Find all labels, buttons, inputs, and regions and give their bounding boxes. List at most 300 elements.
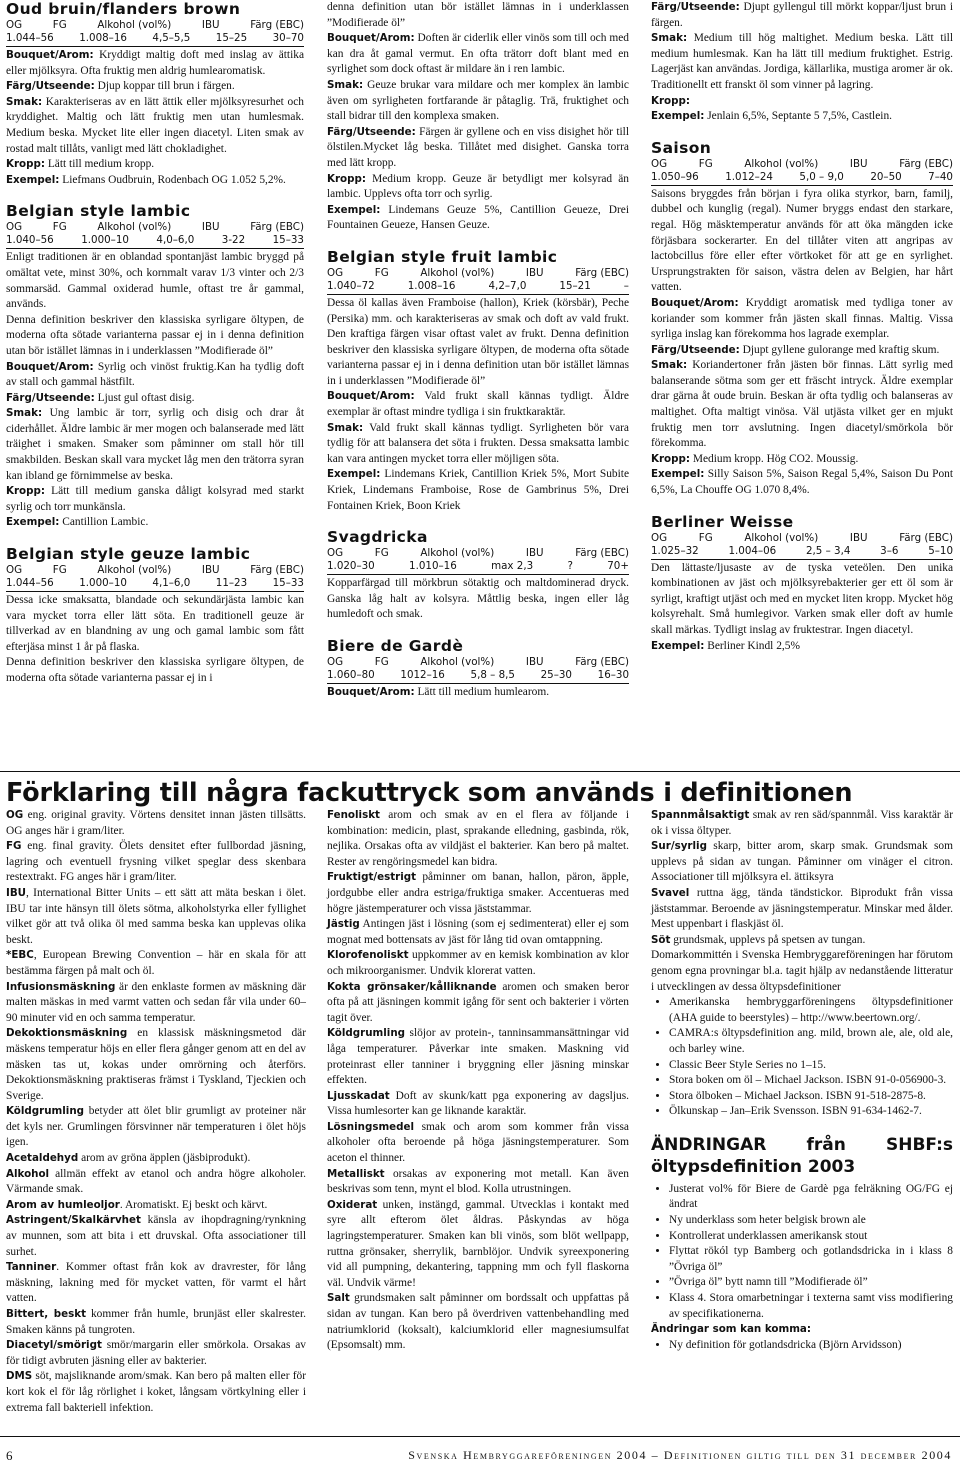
- term-label: Astringent/Skalkärvhet: [6, 1214, 141, 1227]
- section-divider: [0, 771, 960, 772]
- paragraph: [6, 1338, 306, 1369]
- term-label: Smak:: [651, 359, 688, 372]
- term-text: , International Bitter Units – ett sätt att mäta beskan i ölet. IBU tar inte hänsyn till ölets sötma, alkoholstyrka eller fyllighet vilket gör att två olika öl med samma beska kan upplevas olika beskt.: [6, 886, 306, 946]
- term-text: Vald frukt skall kännas tydligt. Äldre exemplar är oftast mindre tydliga i sin fruktkaraktär.: [327, 390, 629, 419]
- reference-list: [651, 995, 953, 1120]
- term-text: Kryddigt maltig doft med inslag av ättika eller mjölksyra. Ofta fruktig men aldrig humlearomatisk.: [6, 49, 304, 77]
- term-label: Kokta grönsaker/kålliknande: [327, 980, 497, 993]
- spec-headers: [6, 221, 304, 234]
- term-label: Smak:: [6, 95, 43, 108]
- spec-values: [327, 280, 629, 295]
- header-ibu: IBU: [849, 531, 868, 544]
- paragraph: [651, 0, 953, 31]
- term-label: Färg/Utseende:: [651, 1, 740, 13]
- header-og: OG: [6, 19, 23, 31]
- paragraph: [6, 48, 304, 79]
- value-alcohol: 4,0–6,0: [156, 234, 195, 247]
- spec-headers: [651, 532, 953, 545]
- paragraph: [6, 157, 304, 173]
- paragraph: [6, 1198, 306, 1214]
- paragraph: [6, 1167, 306, 1198]
- header-og: OG: [6, 221, 23, 234]
- change-item: • Ny underklass som heter belgisk brown ale: [669, 1213, 953, 1229]
- header-fg: FG: [698, 157, 713, 170]
- header-og: OG: [6, 564, 23, 577]
- style-description: [6, 250, 304, 531]
- term-label: Oxiderat: [327, 1198, 378, 1211]
- change-item: • Justerat vol% för Biere de Gardè pga felräkning OG/FG ej ändrat: [669, 1182, 953, 1213]
- term-label: Jästig: [327, 918, 360, 931]
- term-text: Lindemans Kriek, Cantillion Kriek 5%, Mort Subite Kriek, Lindemans Framboise, Rose de Gambrinus 5%, Drei Fontainen Kriek, Boon Kriek: [327, 468, 629, 512]
- footer-text: Svenska Hembryggareföreningen 2004 – Definitionen giltig till den 31 december 2004: [408, 1448, 952, 1462]
- changes-list: [651, 1182, 953, 1322]
- value-ibu: ?: [567, 560, 573, 573]
- term-label: Exempel:: [651, 639, 705, 652]
- value-alcohol: 2,5 – 3,4: [805, 544, 851, 557]
- column-3: [651, 0, 953, 654]
- value-og: 1.050–96: [651, 170, 699, 183]
- header-color: Färg (EBC): [250, 564, 304, 577]
- term-text: smak och arom som kommer från vissa alkoholer ofta beroende på höga jäsningstemperaturer. Som aceton el thinner.: [327, 1120, 629, 1165]
- term-text: Lindemans Geuze 5%, Cantillion Geueze, Drei Fountainen Geueze, Hansen Geuze.: [327, 203, 629, 232]
- term-text: , European Brewing Convention – här en skala för att bestämma färgen på malt och öl.: [6, 949, 306, 977]
- term-text: arom och smak av en el flera av följande i kombination: medicin, plast, sprakande elledning, gasbinda, rök, nejlika. Orsakas ofta av vildjäst el bakterier. Kan bero på maltet. Rester av rengöringsmedel kan bidra.: [327, 809, 629, 868]
- term-label: Bouquet/Arom:: [651, 296, 739, 309]
- header-color: Färg (EBC): [899, 531, 953, 544]
- term-text: Saisons bryggdes från början i fyra olika styrkor, barn, familj, dubbel och kunglig (regal). Numer bryggs endast den starkare, regal. Hög mäsktemperatur används för att öka mängden icke förjäsbara sockerarter. En del tillåter viten att angripas av lactobcillus före eller efter vörtkoket för att ge en syrlighet. Ursprungstrakten för saison, västra delen av Belgien, har hårt vatten.: [651, 187, 953, 294]
- spec-values: [6, 577, 304, 592]
- paragraph: [651, 94, 953, 110]
- spec-values: [327, 560, 629, 575]
- term-text: grundsmak, upplevs på spetsen av tungan.: [670, 933, 866, 946]
- term-text: eng. final gravity. Ölets densitet efter fullbordad jäsning, lagring och eventuell frysning vilket speglar dess skenbara restextrakt. FG anges här i gram/liter.: [6, 840, 306, 884]
- term-label: Arom av humleoljor: [6, 1198, 120, 1211]
- term-text: skarp, bitter arom, skarp smak. Grundsmak som upplevs på sidan av tungan. Påminner om vinäger el citron. Associationer till mjölksyra el. ättiksyra: [651, 840, 953, 884]
- term-label: Exempel:: [327, 203, 381, 216]
- paragraph: [6, 1260, 306, 1307]
- term-label: Bittert, beskt: [6, 1308, 87, 1320]
- paragraph: [6, 948, 306, 979]
- header-ibu: IBU: [525, 656, 544, 668]
- term-text: Koriandertoner från jästen bör finnas. Lätt syrlig med balanserande sötma som ger ett fräscht intryck. Äldre exemplar drar gärna åt oude bruin. Beskan är ofta tydlig och balanseras av maltighet. Ofta maltigt vinösa. Väl utjästa vilket ger en mjukt fruktig men torr avslutning. Ingen diacetyl/smörkola bör förekomma.: [651, 359, 953, 450]
- glossary-column-3: [651, 808, 953, 1353]
- paragraph: [327, 1198, 629, 1292]
- glossary-column-1: [6, 808, 306, 1416]
- header-color: Färg (EBC): [250, 221, 304, 234]
- style-description: [327, 296, 629, 514]
- term-label: DMS: [6, 1370, 33, 1383]
- paragraph: [6, 839, 306, 886]
- paragraph: [6, 515, 304, 531]
- term-label: Exempel:: [6, 516, 60, 529]
- value-alcohol: 5,0 – 9,0: [799, 170, 844, 183]
- value-alcohol: 4,1–6,0: [152, 577, 191, 590]
- header-og: OG: [651, 157, 668, 170]
- term-label: Metalliskt: [327, 1167, 385, 1180]
- term-text: Cantillion Lambic.: [59, 516, 149, 529]
- term-label: Kropp:: [6, 158, 45, 171]
- header-color: Färg (EBC): [575, 656, 629, 668]
- term-label: Dekoktionsmäskning: [6, 1027, 128, 1040]
- term-label: Infusionsmäskning: [6, 980, 116, 993]
- paragraph: [6, 808, 306, 839]
- term-label: Spannmålsaktigt: [651, 809, 750, 821]
- term-text: Jenlain 6,5%, Septante 5 7,5%, Castlein.: [704, 110, 892, 123]
- term-label: Diacetyl/smörigt: [6, 1339, 102, 1352]
- paragraph: [651, 452, 953, 468]
- header-ibu: IBU: [201, 221, 220, 234]
- term-text: arom av gröna äpplen (jäsbiprodukt).: [78, 1152, 251, 1165]
- term-label: Bouquet/Arom:: [327, 686, 415, 698]
- term-text: ruttna ägg, tända tändstickor. Biprodukt från vissa jäststammar. Beroende av jäsningstemperatur. Minskar med ålder. Mest uppenbart i flaskjäst öl.: [651, 886, 953, 931]
- term-text: unken, instängd, gammal. Utvecklas i kontakt med syre allt efterom ölet åldras. Påskyndas av höga lagringstemperaturer. Smaken kan bli vinös, som blöt wellpapp, ruttna grönsaker, sherrylik, barnblöjor. Undvik syreexponering vid all pumpning, dekantering, tappning mm och fyll flaskorna väl. Undvik värme!: [327, 1198, 629, 1289]
- term-label: Klorofenoliskt: [327, 949, 409, 962]
- header-og: OG: [651, 531, 668, 544]
- paragraph: [651, 808, 953, 839]
- term-text: Ung lambic är torr, syrlig och disig och drar åt ciderhållet. Äldre lambic är mer mogen och balanserade med lätt träighet i smaken. Smaker som påminner om stall hör till smakbilden. Beskan skall vara mycket låg men den trätorra syran kan ibland ge förnimmelse av beska.: [6, 407, 304, 482]
- term-text: denna definition utan bör istället lämnas in i underklassen ”Modifierade öl”: [327, 1, 629, 29]
- term-label: Kropp:: [6, 485, 45, 498]
- header-ibu: IBU: [849, 157, 868, 170]
- term-text: grundsmaken salt påminner om bordssalt och uppfattas på sidan av tungan. Kan bero på överdriven vattenbehandling med natriumklorid (koksalt), kalciumklorid eller magnesiumsulfat (Epsomsalt) mm.: [327, 1292, 629, 1352]
- term-label: Smak:: [327, 78, 364, 91]
- header-alcohol: Alkohol (vol%): [420, 266, 495, 279]
- spec-values: [327, 669, 629, 684]
- term-text: Lätt till medium humlearom.: [414, 686, 550, 698]
- term-label: Exempel:: [6, 173, 60, 186]
- header-alcohol: Alkohol (vol%): [420, 547, 495, 560]
- term-text: allmän effekt av etanol och andra högre alkoholer. Värmande smak.: [6, 1167, 306, 1196]
- style-description: [651, 561, 953, 655]
- term-text: orsakas av exponering mot metall. Kan även beskrivas som tenn, mynt el blod. Kolla utrustningen.: [327, 1167, 629, 1196]
- term-label: Färg/Utseende:: [327, 125, 416, 138]
- glossary-entries: [651, 808, 953, 995]
- header-color: Färg (EBC): [899, 157, 953, 170]
- style-title-lambic: Belgian style lambic: [6, 202, 191, 221]
- spec-headers: [327, 547, 629, 560]
- future-changes-title: Ändringar som kan komma:: [651, 1323, 811, 1336]
- term-label: Färg/Utseende:: [6, 80, 95, 93]
- term-label: Exempel:: [651, 110, 705, 123]
- paragraph: [327, 125, 629, 172]
- paragraph: [6, 1151, 306, 1167]
- style-title-berliner-weisse: Berliner Weisse: [651, 512, 794, 531]
- term-text: Den lättaste/ljusaste av de tyska veteölen. Den unika kombinationen av jäst och mjölksyrebakterier ger ett öl som är syrligt, kraftigt utjäst och med en mycket liten kropp. Mycket hög kolsyrehalt. Små humlegivor. Varken smak eller doft av humle skall märkas. Tydligt inslag av fruktestrar. Ingen diacetyl.: [651, 561, 953, 636]
- header-alcohol: Alkohol (vol%): [420, 656, 495, 668]
- style-description: [6, 48, 304, 188]
- paragraph: [327, 685, 629, 701]
- header-fg: FG: [374, 547, 389, 560]
- term-label: Svavel: [651, 886, 690, 899]
- value-alcohol: 4,5–5,5: [152, 32, 191, 44]
- term-text: Lätt till medium ganska dåligt kolsyrad med starkt syrlig och torr munkänsla.: [6, 485, 304, 513]
- term-label: Köldgrumling: [6, 1105, 85, 1118]
- header-fg: FG: [698, 531, 713, 544]
- term-label: Alkohol: [6, 1167, 50, 1180]
- term-text: smak av ren säd/spannmål. Viss karaktär är ok i vissa öltyper.: [651, 809, 953, 837]
- term-label: Fruktigt/estrigt: [327, 871, 417, 884]
- paragraph: [6, 1104, 306, 1151]
- term-label: FG: [6, 840, 22, 853]
- paragraph: [651, 109, 953, 125]
- term-text: kommer från humle, brunjäst eller skalrester. Smaken känns på tungroten.: [6, 1308, 306, 1336]
- term-text: uppkommer av en kemisk kombination av klor och mikroorganismer. Undvik klorerat vatten.: [327, 949, 629, 977]
- term-label: Smak:: [327, 421, 364, 434]
- style-description: [327, 576, 629, 623]
- header-ibu: IBU: [201, 19, 220, 31]
- value-ibu: 15–25: [215, 32, 248, 44]
- paragraph: [6, 250, 304, 312]
- term-text: Denna definition beskriver den klassiska syrligare öltypen, de moderna ofta sötade varianterna passar ej in i denna definition utan bör istället lämnas in i underklassen ”Modifierade öl”: [6, 313, 304, 357]
- value-og: 1.040–72: [327, 279, 375, 292]
- paragraph: [6, 1369, 306, 1416]
- term-text: . Kommer oftast från kok av dravrester, för lång mäskning, lakning med för mycket vatten, för varmt el hårt vatten.: [6, 1261, 306, 1305]
- value-alcohol: 4,2–7,0: [488, 279, 527, 292]
- paragraph: [651, 467, 953, 498]
- term-label: Bouquet/Arom:: [6, 360, 94, 373]
- term-text: söt, majsliknande arom/smak. Kan bero på malten eller för kort kok el för låg rörlighet i koket, långsam vörtkylning eller i extrema fall bakteriell infektion.: [6, 1370, 306, 1414]
- value-ibu: 25–30: [540, 669, 572, 681]
- style-title-biere-de-garde: Biere de Gardè: [327, 637, 464, 655]
- term-text: Karakteriseras av en lätt ättik eller mjölksyresurhet och kryddighet. Maltig och lätt fruktig men utan humlesmak. Medium beska. Mycket lite eller ingen diacetyl. Liten smak av rostad malt tillåts, vanligt med lätt chokladighet.: [6, 95, 304, 155]
- term-text: Liefmans Oudbruin, Rodenbach OG 1.052 5,2%.: [59, 173, 286, 186]
- header-color: Färg (EBC): [575, 266, 629, 279]
- paragraph: [327, 172, 629, 203]
- value-color: 7–40: [928, 170, 953, 183]
- paragraph: [327, 296, 629, 390]
- paragraph: [6, 886, 306, 948]
- header-fg: FG: [52, 19, 67, 31]
- paragraph: [651, 296, 953, 343]
- term-text: Färgen är gyllene och en viss disighet hör till ölstilen.Mycket låg beska. Tillåtet med disighet. Ganska torra med lätt kropp.: [327, 125, 629, 169]
- value-fg: 1.012–24: [725, 170, 773, 183]
- term-text: Lätt till medium kropp.: [45, 158, 155, 171]
- term-text: Djupt gyllene gulorange med kraftig skum.: [739, 343, 940, 356]
- header-alcohol: Alkohol (vol%): [97, 564, 172, 577]
- term-label: Sur/syrlig: [651, 840, 707, 853]
- reference-item: • CAMRA:s öltypsdefinition ang. mild, brown ale, ale, old ale, och barley wine.: [669, 1026, 953, 1057]
- spec-headers: [6, 19, 304, 32]
- glossary-title: Förklaring till några fackuttryck som används i definitionen: [6, 778, 853, 808]
- paragraph: [327, 980, 629, 1027]
- paragraph: [327, 917, 629, 948]
- term-text: slöjor av protein-, tanninsammansättningar vid låga temperaturer. Påverkar inte smaken. Maskning vid proteinrast eller tanniner i bryggning eller jäsning minskar effekten.: [327, 1027, 629, 1087]
- term-text: betyder att ölet blir grumligt av proteiner när det kyls ner. Grumlingen försvinner när temperaturen i ölet höjs igen.: [6, 1105, 306, 1149]
- style-description: [651, 187, 953, 499]
- term-text: Denna definition beskriver den klassiska syrligare öltypen, de moderna ofta sötade varianterna passar ej in i: [6, 656, 304, 684]
- term-text: Dessa öl kallas även Framboise (hallon), Kriek (körsbär), Peche (Persika) mm. och karakteriseras av smak och doft av vald frukt. Den kraftiga färgen visar oftast valet av frukt. Denna definition beskriver den klassiska syrligare öltypen, de moderna ofta sötade varianterna passar ej in i denna definition utan bör istället lämnas in i underklassen ”Modifierade öl”: [327, 296, 629, 387]
- value-og: 1.044–56: [6, 32, 54, 44]
- paragraph: [6, 391, 304, 407]
- term-text: Enligt traditionen är en oblandad spontanjäst lambic bryggd på omältat vete, minst 30%, och kornmalt varav 1/3 vinter och 2/3 sommarsäd. Gammal oxiderad humle, oftast tre år gammal, används.: [6, 251, 304, 311]
- paragraph: [651, 31, 953, 93]
- term-label: Tanniner: [6, 1261, 57, 1274]
- term-text: Domarkommittén i Svenska Hembryggareföreningen har förutom genom egna provningar bl.a. tagit hjälp av nedanstående litteratur i utvecklingen av dessa öltypsdefinitioner: [651, 949, 953, 993]
- footer-divider: [0, 1436, 960, 1437]
- header-alcohol: Alkohol (vol%): [744, 531, 819, 544]
- term-label: Bouquet/Arom:: [327, 32, 415, 45]
- paragraph: [327, 467, 629, 514]
- term-text: Doften är ciderlik eller vinös som till och med kan dra åt gamal vermut. En ofta trätorr doft blant med en syrlighet som dock oftast är mildare än i ren lambic.: [327, 32, 629, 76]
- style-title-fruit-lambic: Belgian style fruit lambic: [327, 247, 558, 266]
- term-text: Vald frukt skall kännas tydligt. Syrligheten bör vara tydlig för att balansera det söta i frukten. Dessa smaksatta lambic kan vara antingen mycket torra eller möjligen söta.: [327, 421, 629, 465]
- header-fg: FG: [52, 221, 67, 234]
- term-label: Bouquet/Arom:: [6, 49, 94, 61]
- paragraph: [6, 1307, 306, 1338]
- paragraph: [651, 948, 953, 995]
- term-label: Färg/Utseende:: [6, 391, 95, 404]
- style-title-geuze: Belgian style geuze lambic: [6, 545, 251, 564]
- header-fg: FG: [374, 266, 389, 279]
- value-ibu: 11–23: [215, 577, 248, 590]
- term-label: Kropp:: [651, 94, 690, 107]
- paragraph: [6, 1026, 306, 1104]
- value-color: 16–30: [597, 669, 629, 681]
- header-fg: FG: [52, 564, 67, 577]
- paragraph: [6, 484, 304, 515]
- style-description: [327, 685, 629, 701]
- term-text: Geuze brukar vara mildare och mer komplex än lambic även om syrligheten fortfarande är påtaglig. Trä, fruktighet och stall bidrar till den komplexa smaken.: [327, 78, 629, 123]
- value-fg: 1.000–10: [81, 234, 129, 247]
- reference-item: • Stora ölboken – Michael Jackson. ISBN 91-518-2875-8.: [669, 1089, 953, 1105]
- paragraph: [327, 421, 629, 468]
- paragraph: [6, 655, 304, 686]
- reference-item: • Stora boken om öl – Michael Jackson. ISBN 91-0-056900-3.: [669, 1073, 953, 1089]
- term-text: Syrlig och vinöst fruktig.Kan ha tydlig doft av stall och gammal hästfilt.: [6, 360, 304, 389]
- paragraph: [327, 78, 629, 125]
- glossary-entries: [6, 808, 306, 1416]
- value-og: 1.060–80: [327, 669, 375, 681]
- paragraph: [6, 1213, 306, 1260]
- term-label: Fenoliskt: [327, 809, 380, 821]
- header-alcohol: Alkohol (vol%): [97, 221, 172, 234]
- paragraph: [651, 933, 953, 949]
- term-text: eng. original gravity. Vörtens densitet innan jästen tillsätts. OG anges här i gram/liter.: [6, 809, 306, 837]
- paragraph: [651, 639, 953, 655]
- spec-values: [651, 171, 953, 186]
- term-label: IBU: [6, 886, 27, 899]
- future-changes-list: [651, 1338, 953, 1354]
- paragraph: [327, 948, 629, 979]
- reference-item: • Classic Beer Style Series no 1–15.: [669, 1058, 953, 1074]
- paragraph: [651, 187, 953, 296]
- term-text: Antingen jäst i lösning (som ej sedimenterat) eller ej som mognat med bottensats av jäst för lång tid ovan omtappning.: [327, 918, 629, 946]
- term-text: Kopparfärgad till mörkbrun sötaktig och maltdominerad dryck. Ganska låg halt av kolsyra. Måttlig beska, ingen eller låg humledoft och smak.: [327, 577, 629, 621]
- value-color: 15–33: [272, 577, 304, 590]
- paragraph: [327, 576, 629, 623]
- spec-values: [6, 234, 304, 249]
- header-og: OG: [327, 547, 344, 560]
- term-label: Kropp:: [651, 452, 690, 465]
- paragraph: [6, 95, 304, 157]
- paragraph: [327, 870, 629, 917]
- column-2: [327, 0, 629, 701]
- value-color: 70+: [607, 560, 629, 573]
- value-fg: 1.000–10: [79, 577, 127, 590]
- paragraph: [6, 360, 304, 391]
- paragraph: [327, 389, 629, 420]
- term-text: Djup koppar till brun i färgen.: [94, 80, 235, 93]
- value-color: 15–33: [272, 234, 304, 247]
- future-change-item: • Ny definition för gotlandsdricka (Björn Arvidsson): [669, 1338, 953, 1354]
- term-text: Berliner Kindl 2,5%: [704, 639, 800, 652]
- term-text: aromen och smaken beror ofta på att jäsningen kommit igång för sent och bakterier i vörten tagit över.: [327, 980, 629, 1024]
- term-text: en klassisk mäskningsmetod där mäskens temperatur höjs en eller flera gånger genom att en del av mäsken tas ut, kokas under omrörning och återförs. Dekoktionsmäskning praktiseras främst i Tyskland, Tjeckien och Sverige.: [6, 1027, 306, 1102]
- spec-values: [6, 32, 304, 47]
- value-og: 1.044–56: [6, 577, 54, 590]
- header-fg: FG: [374, 656, 389, 668]
- term-text: Ljust gul oftast disig.: [94, 391, 195, 404]
- paragraph: [327, 808, 629, 870]
- header-ibu: IBU: [525, 266, 544, 279]
- term-label: Exempel:: [327, 468, 381, 481]
- value-color: 30–70: [272, 32, 304, 44]
- paragraph: [327, 1120, 629, 1167]
- spec-headers: [6, 564, 304, 577]
- term-text: påminner om banan, hallon, päron, äpple, jordgubbe eller andra estriga/fruktiga smaker. Accentueras med högre jästemperaturer och vissa jäststammar.: [327, 871, 629, 915]
- term-text: Djupt gyllengul till mörkt koppar/ljust brun i färgen.: [651, 1, 953, 29]
- spec-headers: [651, 158, 953, 171]
- header-color: Färg (EBC): [575, 547, 629, 560]
- glossary-entries: [327, 808, 629, 1354]
- style-title-saison: Saison: [651, 138, 712, 157]
- value-ibu: 3–6: [880, 544, 899, 557]
- term-text: Dessa icke smaksatta, blandade och sekundärjästa lambic kan vara mycket torra eller lätt söta. En traditionell geuze är tillverkad av en blandning av ung och gamal lambic som fått efterjäsa minst 1 år på flaska.: [6, 594, 304, 653]
- paragraph: [327, 0, 629, 31]
- term-text: smör/margarin eller smörkola. Orsakas av för tidigt avbruten jäsning eller av bakterier.: [6, 1339, 306, 1367]
- value-ibu: 15–21: [559, 279, 591, 292]
- style-description: [327, 0, 629, 234]
- header-alcohol: Alkohol (vol%): [97, 19, 172, 31]
- reference-item: • Amerikanska hembryggarföreningens öltypsdefinitioner (AHA guide to beerstyles) – http://www.beertown.org/.: [669, 995, 953, 1026]
- term-label: Smak:: [651, 32, 688, 45]
- style-title-oud: Oud bruin/flanders brown: [6, 0, 241, 18]
- paragraph: [651, 343, 953, 359]
- paragraph: [651, 358, 953, 452]
- paragraph: [6, 980, 306, 1027]
- change-item: • ”Övriga öl” bytt namn till ”Modifierade öl”: [669, 1275, 953, 1291]
- header-og: OG: [327, 656, 344, 668]
- value-fg: 1.010–16: [409, 560, 457, 573]
- term-text: Medium till hög maltighet. Medium beska. Lätt till medium humlesmak. Kan ha lätt till medium fruktighet. Estrig. Lagerjäst kan användas. Jordiga, källarlika, mustiga aromer är ok. Traditionellt ett franskt öl som vinner på lagring.: [651, 32, 953, 91]
- paragraph: [327, 31, 629, 78]
- value-og: 1.040–56: [6, 234, 54, 247]
- paragraph: [327, 1026, 629, 1088]
- style-description: [6, 593, 304, 687]
- paragraph: [6, 406, 304, 484]
- paragraph: [6, 79, 304, 95]
- term-text: känsla av ihopdragning/rynkning av munnen, som att bita i ett druvskal. Ofta associationer till surhet.: [6, 1214, 306, 1258]
- value-og: 1.020–30: [327, 560, 375, 573]
- term-label: Kropp:: [327, 172, 366, 185]
- header-color: Färg (EBC): [250, 19, 304, 31]
- term-text: Silly Saison 5%, Saison Regal 5,4%, Saison Du Pont 6,5%, La Chouffe OG 1.070 8,4%.: [651, 468, 953, 497]
- value-ibu: 3-22: [221, 234, 246, 247]
- paragraph: [327, 203, 629, 234]
- header-alcohol: Alkohol (vol%): [744, 157, 819, 170]
- term-text: Doft av skunk/katt pga exponering av dagsljus. Vissa humlesorter kan ge liknande karaktär.: [327, 1089, 629, 1118]
- term-label: Salt: [327, 1292, 350, 1305]
- paragraph: [6, 593, 304, 655]
- style-description: [651, 0, 953, 125]
- value-fg: 1.004–06: [728, 544, 777, 557]
- style-title-svagdricka: Svagdricka: [327, 528, 428, 547]
- value-alcohol: 5,8 – 8,5: [470, 669, 515, 681]
- value-ibu: 20–50: [870, 170, 902, 183]
- value-fg: 1.008–16: [407, 279, 456, 292]
- paragraph: [651, 839, 953, 886]
- term-text: Medium kropp. Geuze är betydligt mer kolsyrad än lambic. Upplevs ofta torr och syrlig.: [327, 172, 629, 201]
